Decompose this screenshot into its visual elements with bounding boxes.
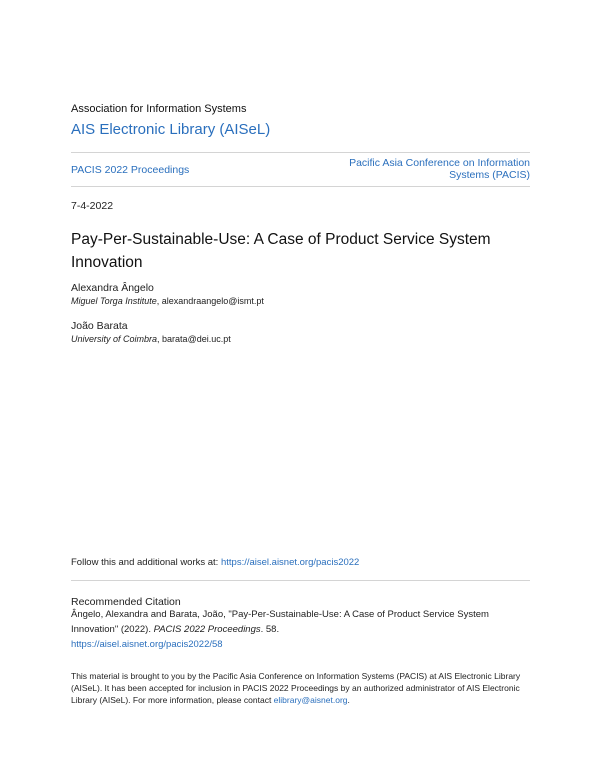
recommended-citation-heading: Recommended Citation [71, 596, 181, 608]
author-institution: University of Coimbra [71, 334, 158, 344]
conference-link-line2: Systems (PACIS) [449, 169, 530, 181]
paper-title: Pay-Per-Sustainable-Use: A Case of Product Service System Innovation [71, 231, 491, 271]
citation-text [71, 607, 531, 652]
author-name: João Barata [71, 320, 128, 332]
follow-text: Follow this and additional works at: [71, 557, 221, 568]
follow-link[interactable]: https://aisel.aisnet.org/pacis2022 [220, 557, 360, 568]
divider-nav [71, 186, 530, 187]
conference-link[interactable] [310, 157, 530, 181]
citation-venue: PACIS 2022 Proceedings [153, 624, 261, 635]
citation-part2: . 58. [260, 624, 280, 635]
divider-top [71, 152, 530, 153]
association-name: Association for Information Systems [71, 103, 247, 115]
author-name: Alexandra Ângelo [71, 282, 154, 294]
author-affiliation: Miguel Torga Institute, alexandraangelo@ismt.pt [71, 296, 264, 306]
proceedings-link[interactable]: PACIS 2022 Proceedings [71, 164, 190, 176]
publication-date: 7-4-2022 [71, 200, 114, 212]
divider-citation [71, 580, 530, 581]
citation-part1: Ângelo, Alexandra and Barata, João, "Pay-Per-Sustainable-Use: A Case of Product Service System Innovation" (2022). [71, 609, 489, 635]
conference-link-line1: Pacific Asia Conference on Information [349, 157, 530, 169]
author-block-2 [71, 320, 231, 344]
footer-text: This material is brought to you by the Pacific Asia Conference on Information Systems (PACIS) at AIS Electronic Library (AISeL). It has been accepted for inclusion in PACIS 2022 Proceedings by an authorized administrator of AIS Electronic Library (AISeL). For more information, please contact [71, 671, 521, 705]
author-affiliation: University of Coimbra, barata@dei.uc.pt [71, 334, 231, 344]
author-email: barata@dei.uc.pt [162, 334, 231, 344]
author-institution: Miguel Torga Institute [71, 296, 157, 306]
author-email: alexandraangelo@ismt.pt [161, 296, 264, 306]
aisel-library-link[interactable]: AIS Electronic Library (AISeL) [71, 121, 271, 138]
author-block-1 [71, 282, 264, 306]
contact-email-link[interactable]: elibrary@aisnet.org [273, 695, 348, 705]
footer-notice [71, 670, 531, 706]
citation-link[interactable]: https://aisel.aisnet.org/pacis2022/58 [71, 639, 223, 650]
follow-line [71, 557, 359, 568]
footer-end: . [347, 695, 350, 705]
